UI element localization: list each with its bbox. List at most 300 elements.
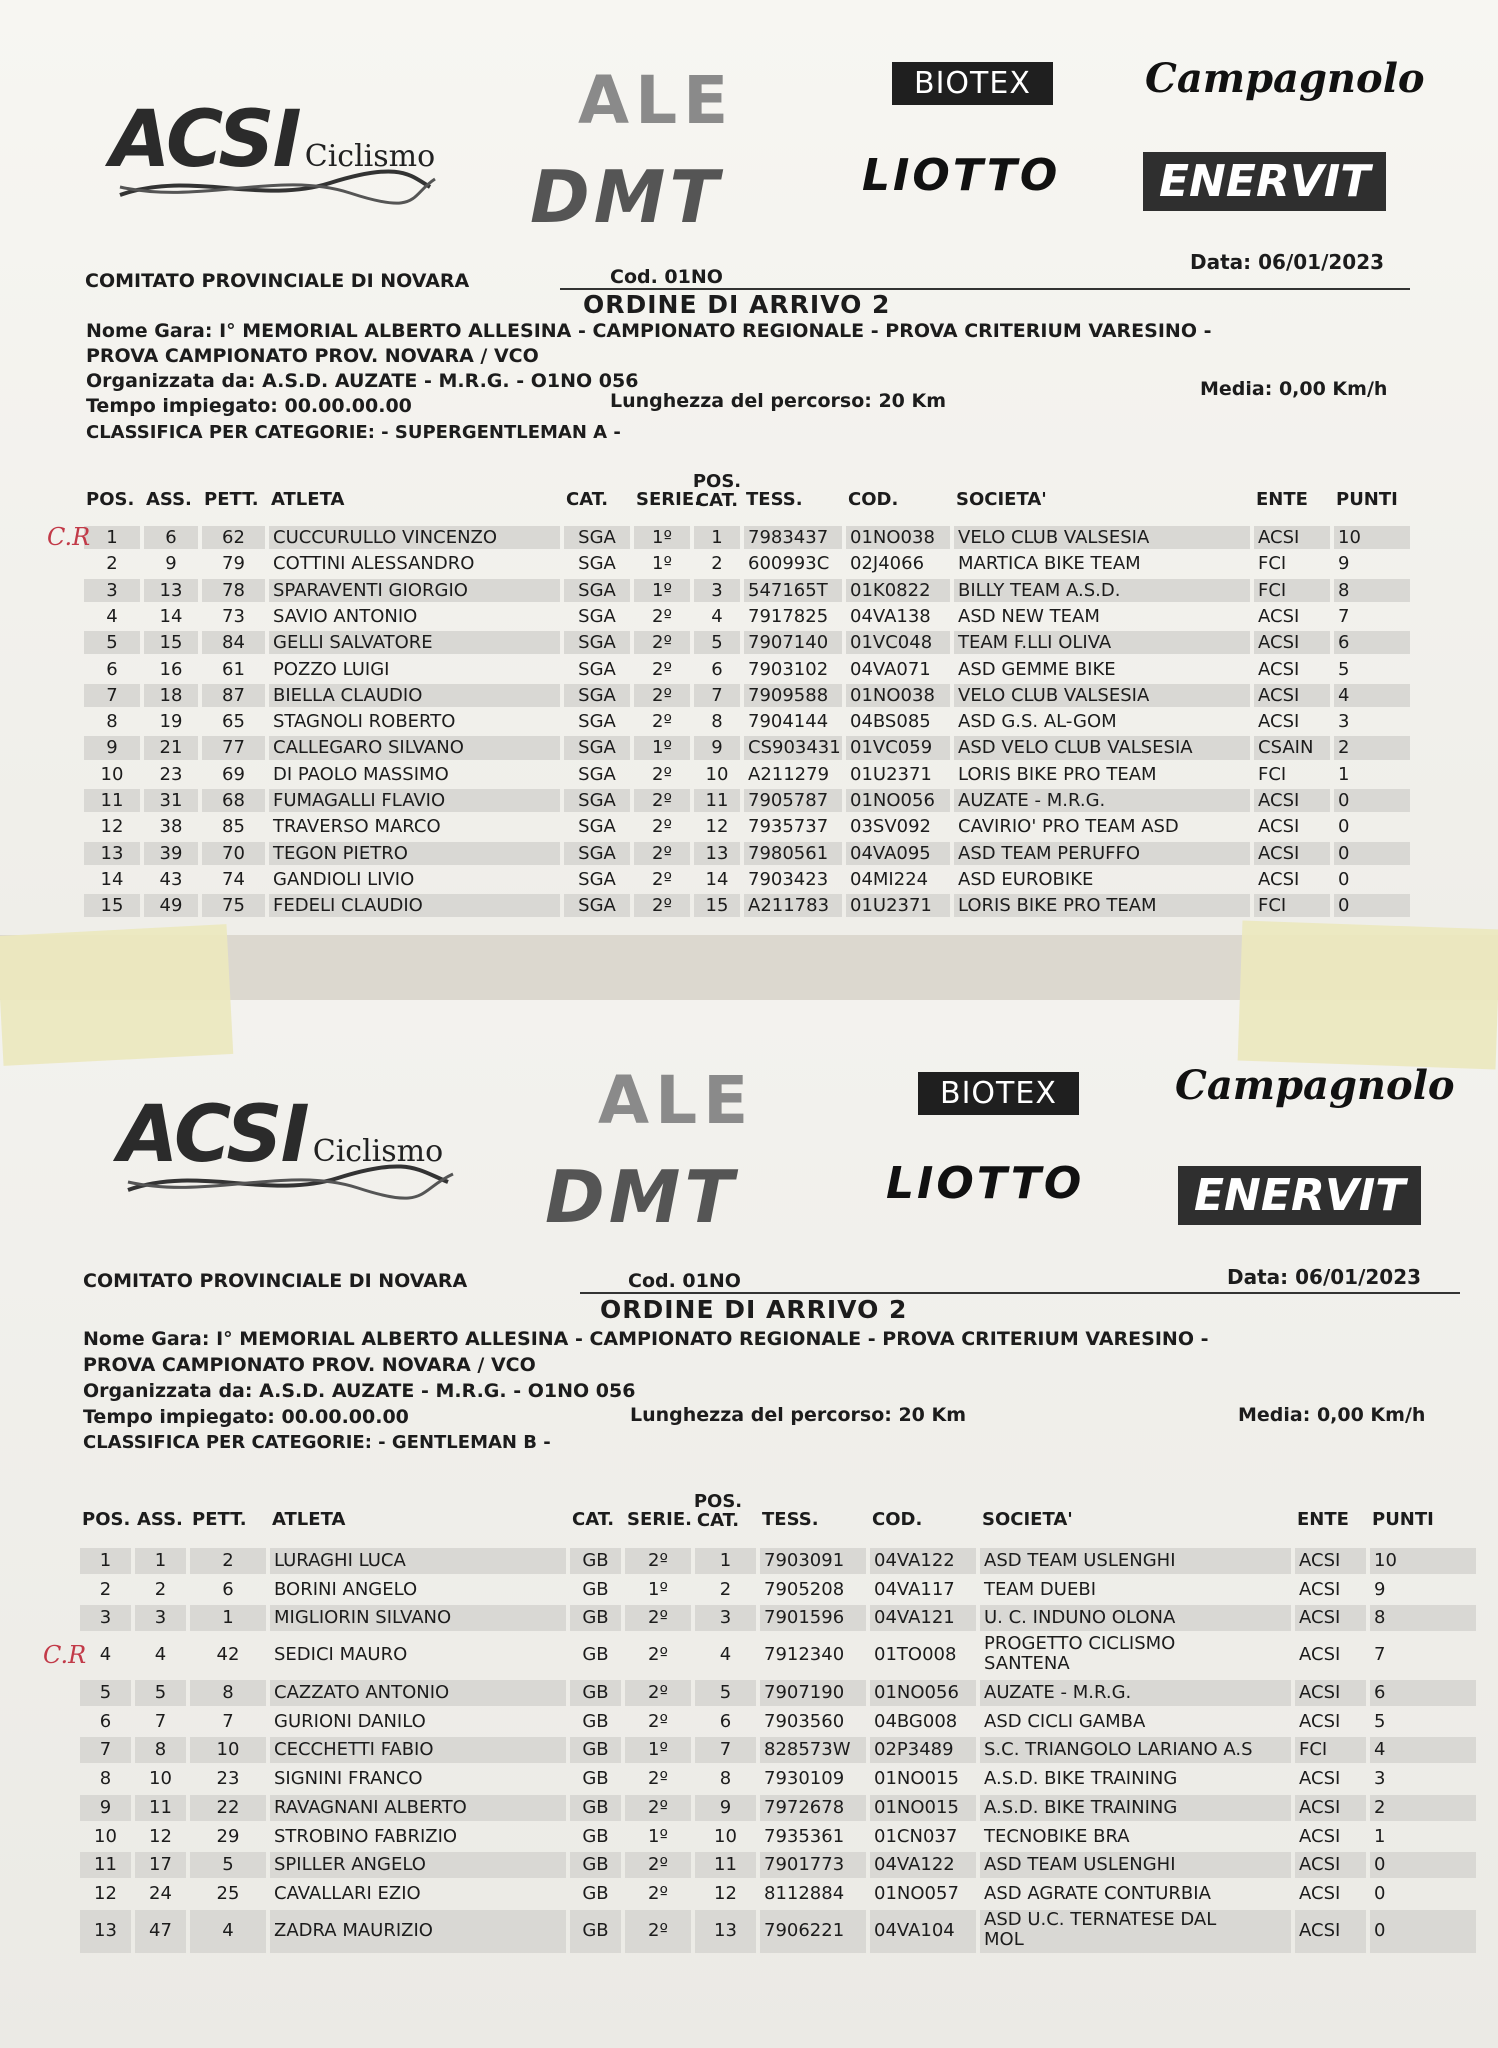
cell-category: GB [570, 1910, 621, 1953]
organizer-label: Organizzata da: A.S.D. AUZATE - M.R.G. - O1NO 056 [83, 1380, 636, 1402]
cell-organization: ACSI [1299, 1644, 1341, 1666]
organizer-label: Organizzata da: A.S.D. AUZATE - M.R.G. - O1NO 056 [86, 370, 639, 392]
cell-series: 2º [625, 1910, 691, 1953]
date-label: Data: 06/01/2023 [1227, 1265, 1422, 1289]
cell-club-code: 01U2371 [850, 763, 932, 785]
cell-points: 0 [1338, 816, 1350, 838]
cell-club-code: 01NO057 [874, 1882, 959, 1904]
cell-pett: 78 [202, 579, 265, 602]
cell-pett: 75 [202, 894, 265, 917]
cell-series: 2º [648, 1644, 668, 1666]
cell-pos-cat: 11 [695, 1852, 756, 1878]
table-row [82, 763, 1412, 789]
cell-pos-cat: 13 [694, 842, 740, 865]
cell-pos: 3 [84, 579, 140, 602]
acsi-wordmark: ACSI [110, 95, 300, 185]
table-row [78, 1824, 1478, 1853]
cell-organization: ACSI [1295, 1680, 1366, 1706]
column-header-club-code: COD. [872, 1509, 923, 1530]
column-header-athlete: ATLETA [271, 489, 345, 510]
cell-series: 1º [625, 1737, 691, 1763]
cell-pos: 12 [94, 1882, 117, 1904]
cell-category: SGA [578, 605, 616, 627]
cell-series: 2º [652, 868, 672, 890]
cell-series: 2º [652, 605, 672, 627]
column-header-category: CAT. [572, 1509, 615, 1530]
cell-athlete: FEDELI CLAUDIO [269, 894, 560, 917]
cell-series: 1º [648, 1578, 668, 1600]
column-header-points: PUNTI [1372, 1509, 1434, 1530]
acsi-logo [110, 95, 435, 185]
column-header-pett: PETT. [204, 489, 259, 510]
table-row [78, 1910, 1478, 1956]
table-row [82, 526, 1412, 552]
cell-series: 2º [652, 711, 672, 733]
enervit-logo: ENERVIT [1178, 1166, 1421, 1225]
table-row [82, 579, 1412, 605]
cell-points: 0 [1338, 868, 1350, 890]
cell-club-code: 02P3489 [870, 1737, 976, 1763]
cell-organization: FCI [1295, 1737, 1366, 1763]
table-row [82, 894, 1412, 920]
cell-pett: 42 [216, 1644, 240, 1666]
cell-ass: 10 [149, 1768, 172, 1790]
cell-athlete: LURAGHI LUCA [270, 1548, 566, 1574]
table-row [82, 815, 1412, 841]
cell-athlete: GURIONI DANILO [274, 1710, 426, 1732]
cell-organization: ACSI [1299, 1825, 1341, 1847]
cell-points: 4 [1370, 1737, 1476, 1763]
cell-series: 2º [625, 1548, 691, 1574]
table-row [82, 605, 1412, 631]
cell-club: ASD VELO CLUB VALSESIA [954, 736, 1250, 759]
cell-category: GB [570, 1680, 621, 1706]
liotto-logo: LIOTTO [886, 1158, 1085, 1209]
acsi-wordmark: ACSI [118, 1090, 308, 1180]
cell-category: SGA [564, 579, 630, 602]
acsi-subtitle: Ciclismo [304, 139, 436, 174]
cell-athlete: FUMAGALLI FLAVIO [269, 789, 560, 812]
cell-license: CS903431 [744, 736, 842, 759]
cell-ass: 47 [135, 1910, 186, 1953]
cell-ass: 24 [149, 1882, 172, 1904]
page-title: ORDINE DI ARRIVO 2 [600, 1295, 908, 1324]
results-table [43, 1491, 1480, 2000]
cell-organization: FCI [1258, 763, 1287, 785]
cell-pos-cat: 5 [694, 631, 740, 654]
results-sheet-supergentleman-a [0, 0, 1498, 935]
cell-club: ASD TEAM USLENGHI [980, 1548, 1291, 1574]
cell-athlete: POZZO LUIGI [273, 658, 390, 680]
cell-points: 9 [1374, 1578, 1386, 1600]
cell-points: 0 [1334, 894, 1410, 917]
cell-organization: ACSI [1258, 605, 1300, 627]
column-header-pos-cat: POS. CAT. [692, 471, 742, 511]
cell-pett: 7 [222, 1710, 234, 1732]
cell-athlete: CALLEGARO SILVANO [269, 736, 560, 759]
cell-athlete: GELLI SALVATORE [269, 631, 560, 654]
table-row [78, 1634, 1478, 1680]
cell-license: 8112884 [764, 1882, 845, 1904]
cell-points: 10 [1370, 1548, 1476, 1574]
cell-organization: ACSI [1258, 868, 1300, 890]
cell-series: 2º [652, 816, 672, 838]
column-header-pos: POS. [86, 489, 135, 510]
cell-pos-cat: 14 [705, 868, 729, 890]
cell-pett: 10 [190, 1737, 266, 1763]
cell-ass: 49 [144, 894, 198, 917]
cell-club-code: 01VC059 [846, 736, 950, 759]
cell-license: 7935737 [748, 816, 829, 838]
cell-license: 7980561 [744, 842, 842, 865]
cell-license: 7903423 [748, 868, 829, 890]
cell-license: 7909588 [744, 684, 842, 707]
cell-points: 6 [1370, 1680, 1476, 1706]
cell-club: A.S.D. BIKE TRAINING [984, 1768, 1178, 1790]
masking-tape [1238, 921, 1498, 1070]
cell-club: S.C. TRIANGOLO LARIANO A.S [980, 1737, 1291, 1763]
cell-category: SGA [578, 553, 616, 575]
cell-ass: 12 [149, 1825, 172, 1847]
cell-club-code: 04VA138 [850, 605, 931, 627]
cell-athlete: COTTINI ALESSANDRO [273, 553, 475, 575]
cell-license: 7903091 [760, 1548, 866, 1574]
cell-organization: CSAIN [1254, 736, 1330, 759]
column-header-ass: ASS. [146, 489, 192, 510]
table-row [82, 658, 1412, 684]
table-row [82, 552, 1412, 578]
cell-club-code: 01NO056 [870, 1680, 976, 1706]
cell-pos: 11 [84, 789, 140, 812]
cell-pett: 8 [190, 1680, 266, 1706]
cell-athlete: TEGON PIETRO [269, 842, 560, 865]
date-label: Data: 06/01/2023 [1190, 250, 1385, 274]
cell-pett: 85 [222, 816, 245, 838]
cell-license: A211279 [748, 763, 830, 785]
cell-category: GB [582, 1882, 609, 1904]
cell-athlete: CAZZATO ANTONIO [270, 1680, 566, 1706]
cell-category: GB [582, 1825, 609, 1847]
cell-license: 7901596 [760, 1605, 866, 1631]
cell-points: 1 [1374, 1825, 1386, 1847]
cell-pos-cat: 8 [719, 1768, 732, 1790]
cell-club-code: 01U2371 [846, 894, 950, 917]
cell-club-code: 01NO015 [874, 1768, 959, 1790]
cell-points: 8 [1370, 1605, 1476, 1631]
cell-category: GB [570, 1737, 621, 1763]
cell-license: 7935361 [764, 1825, 845, 1847]
table-row [78, 1709, 1478, 1738]
club-name-line: MOL [984, 1928, 1024, 1950]
length-label: Lunghezza del percorso: 20 Km [630, 1404, 967, 1426]
cell-organization: FCI [1258, 553, 1287, 575]
cell-athlete: BIELLA CLAUDIO [269, 684, 560, 707]
table-row [82, 736, 1412, 762]
cell-pos-cat: 9 [694, 736, 740, 759]
campagnolo-logo: Campagnolo [1175, 1062, 1455, 1109]
cell-club: TECNOBIKE BRA [984, 1825, 1130, 1847]
cell-pos-cat: 8 [711, 711, 723, 733]
cell-club: ASD TEAM PERUFFO [954, 842, 1250, 865]
cell-organization: ACSI [1254, 842, 1330, 865]
cell-category: GB [582, 1644, 609, 1666]
cell-club-code: 01CN037 [874, 1825, 958, 1847]
cell-points: 3 [1374, 1768, 1386, 1790]
cell-pos-cat: 12 [714, 1882, 737, 1904]
cell-ass: 2 [154, 1578, 167, 1600]
cell-organization: ACSI [1299, 1882, 1341, 1904]
cell-pett: 65 [222, 711, 245, 733]
cell-club: TEAM F.LLI OLIVA [954, 631, 1250, 654]
table-row [82, 684, 1412, 710]
cell-series: 1º [634, 579, 690, 602]
cell-ass: 13 [144, 579, 198, 602]
cell-club [980, 1634, 1291, 1677]
cell-series: 2º [634, 842, 690, 865]
cell-organization: ACSI [1299, 1768, 1341, 1790]
cell-pos-cat: 4 [711, 605, 723, 627]
table-row [78, 1881, 1478, 1910]
cell-series: 2º [625, 1680, 691, 1706]
cell-pett: 23 [216, 1768, 240, 1790]
cell-category: SGA [564, 842, 630, 865]
cell-club: VELO CLUB VALSESIA [954, 684, 1250, 707]
cell-pett: 73 [222, 605, 245, 627]
column-header-series: SERIE. [636, 489, 701, 510]
cell-ass: 1 [135, 1548, 186, 1574]
cell-club-code: 04BG008 [874, 1710, 958, 1732]
cell-club-code: 01NO038 [846, 684, 950, 707]
column-header-club: SOCIETA' [982, 1509, 1073, 1530]
cell-club-code: 04VA071 [850, 658, 931, 680]
column-header-points: PUNTI [1336, 489, 1398, 510]
cell-ass: 31 [144, 789, 198, 812]
table-row [78, 1795, 1478, 1824]
cell-points: 2 [1334, 736, 1410, 759]
cell-points: 8 [1334, 579, 1410, 602]
time-label: Tempo impiegato: 00.00.00.00 [83, 1406, 409, 1428]
cell-pos-cat: 5 [695, 1680, 756, 1706]
race-name-cont: PROVA CAMPIONATO PROV. NOVARA / VCO [83, 1354, 536, 1376]
cell-pett: 29 [216, 1825, 240, 1847]
cell-club-code: 01K0822 [846, 579, 950, 602]
cell-category: SGA [564, 526, 630, 549]
cell-organization: ACSI [1295, 1852, 1366, 1878]
cell-pett: 62 [202, 526, 265, 549]
cell-series: 2º [634, 894, 690, 917]
length-label: Lunghezza del percorso: 20 Km [610, 390, 947, 412]
cell-category: GB [570, 1795, 621, 1821]
cell-license: 7903102 [748, 658, 829, 680]
cell-pett: 68 [202, 789, 265, 812]
biotex-logo: BIOTEX [918, 1072, 1079, 1115]
cell-pos-cat: 10 [705, 763, 729, 785]
cell-pos: 13 [84, 842, 140, 865]
cell-athlete: RAVAGNANI ALBERTO [270, 1795, 566, 1821]
cell-series: 2º [634, 631, 690, 654]
cell-athlete: MIGLIORIN SILVANO [270, 1605, 566, 1631]
cell-pos: 10 [94, 1825, 117, 1847]
cell-organization: FCI [1254, 579, 1330, 602]
cell-pos: 7 [80, 1737, 131, 1763]
cell-points: 9 [1338, 553, 1350, 575]
cell-club: ASD GEMME BIKE [958, 658, 1116, 680]
biotex-logo: BIOTEX [892, 62, 1053, 105]
table-row [82, 842, 1412, 868]
cell-pos: 13 [80, 1910, 131, 1953]
cell-ass: 39 [144, 842, 198, 865]
cell-pos-cat: 7 [695, 1737, 756, 1763]
cell-category: GB [582, 1710, 609, 1732]
cell-ass: 9 [165, 553, 177, 575]
cell-pos: 1 [80, 1548, 131, 1574]
cell-points: 0 [1370, 1852, 1476, 1878]
cell-club: ASD CICLI GAMBA [984, 1710, 1146, 1732]
cell-club: ASD AGRATE CONTURBIA [984, 1882, 1211, 1904]
table-row [78, 1548, 1478, 1577]
cell-ass: 11 [135, 1795, 186, 1821]
cell-ass: 43 [159, 868, 183, 890]
cell-pett: 25 [216, 1882, 240, 1904]
cell-organization: ACSI [1295, 1910, 1366, 1953]
average-speed-label: Media: 0,00 Km/h [1238, 1404, 1426, 1426]
average-speed-label: Media: 0,00 Km/h [1200, 378, 1388, 400]
cell-license: 828573W [760, 1737, 866, 1763]
cell-club: TEAM DUEBI [984, 1578, 1096, 1600]
cell-club-code: 01NO038 [846, 526, 950, 549]
column-header-pett: PETT. [192, 1509, 247, 1530]
cell-license: A211783 [744, 894, 842, 917]
cell-club-code: 04VA122 [870, 1548, 976, 1574]
cell-pett: 2 [190, 1548, 266, 1574]
cell-ass: 14 [159, 605, 183, 627]
cell-series: 2º [652, 763, 672, 785]
acsi-swoosh-icon [118, 1160, 458, 1200]
cell-pett: 5 [190, 1852, 266, 1878]
cell-category: GB [570, 1852, 621, 1878]
cell-pett: 4 [190, 1910, 266, 1953]
column-header-organization: ENTE [1297, 1509, 1349, 1530]
cell-pos-cat: 9 [695, 1795, 756, 1821]
cell-category: SGA [578, 763, 616, 785]
cell-license: 600993C [748, 553, 830, 575]
cell-points: 5 [1374, 1710, 1386, 1732]
cell-series: 1º [634, 736, 690, 759]
cell-category: GB [570, 1605, 621, 1631]
cell-pos: 8 [99, 1768, 112, 1790]
cell-points: 0 [1334, 789, 1410, 812]
cell-athlete: STAGNOLI ROBERTO [273, 711, 456, 733]
cell-ass: 38 [159, 816, 183, 838]
cell-club: LORIS BIKE PRO TEAM [954, 894, 1250, 917]
committee-label: COMITATO PROVINCIALE DI NOVARA [83, 1270, 468, 1292]
club-name-line: SANTENA [984, 1653, 1070, 1675]
cell-pos-cat: 4 [719, 1644, 732, 1666]
table-row [82, 710, 1412, 736]
results-table [47, 471, 1417, 930]
cell-pos-cat: 2 [719, 1578, 732, 1600]
cell-athlete: TRAVERSO MARCO [273, 816, 441, 838]
cell-organization: ACSI [1254, 684, 1330, 707]
cell-pos: 5 [84, 631, 140, 654]
cell-pett: 69 [222, 763, 245, 785]
cell-license: 7917825 [748, 605, 829, 627]
cell-organization: ACSI [1299, 1578, 1341, 1600]
column-header-license: TESS. [762, 1509, 819, 1530]
column-header-pos-cat: POS. CAT. [693, 1491, 743, 1531]
cell-category: SGA [578, 711, 616, 733]
cell-organization: ACSI [1295, 1795, 1366, 1821]
cell-category: SGA [564, 894, 630, 917]
column-header-organization: ENTE [1256, 489, 1308, 510]
cell-pett: 6 [222, 1578, 234, 1600]
cell-club-code: 04MI224 [850, 868, 929, 890]
cell-athlete: SPARAVENTI GIORGIO [269, 579, 560, 602]
cell-club: AUZATE - M.R.G. [954, 789, 1250, 812]
cell-pos: 4 [106, 605, 118, 627]
cell-license: 7906221 [760, 1910, 866, 1953]
race-name: Nome Gara: I° MEMORIAL ALBERTO ALLESINA - CAMPIONATO REGIONALE - PROVA CRITERIUM VARESINO - [83, 1328, 1209, 1350]
cell-pett: 79 [222, 553, 245, 575]
cell-points: 0 [1374, 1882, 1386, 1904]
cell-category: GB [582, 1768, 609, 1790]
cell-club-code: 04VA122 [870, 1852, 976, 1878]
cell-category: SGA [578, 868, 616, 890]
cell-ass: 18 [144, 684, 198, 707]
cell-pos: 9 [80, 1795, 131, 1821]
cell-pos-cat: 15 [694, 894, 740, 917]
cell-series: 1º [634, 526, 690, 549]
cell-organization: ACSI [1258, 658, 1300, 680]
cell-club: VELO CLUB VALSESIA [954, 526, 1250, 549]
cell-pos-cat: 3 [695, 1605, 756, 1631]
cell-pos-cat: 12 [705, 816, 729, 838]
cell-pett: 74 [222, 868, 245, 890]
cell-pett: 1 [190, 1605, 266, 1631]
cell-organization: ACSI [1258, 711, 1300, 733]
cell-points: 5 [1338, 658, 1350, 680]
club-name-line: ASD U.C. TERNATESE DAL [984, 1909, 1217, 1930]
cell-points: 1 [1338, 763, 1350, 785]
cell-organization: ACSI [1299, 1710, 1341, 1732]
cell-pett: 77 [202, 736, 265, 759]
cell-club-code: 04VA095 [846, 842, 950, 865]
cell-club: ASD EUROBIKE [958, 868, 1094, 890]
handwritten-note: C.R [43, 1641, 87, 1670]
cell-series: 2º [634, 684, 690, 707]
cell-pett: 70 [202, 842, 265, 865]
acsi-swoosh-icon [110, 165, 440, 205]
cell-club [980, 1910, 1291, 1953]
cell-category: SGA [564, 684, 630, 707]
cell-ass: 6 [144, 526, 198, 549]
cell-club-code: 04VA121 [870, 1605, 976, 1631]
cell-pos: 14 [100, 868, 124, 890]
cell-ass: 5 [135, 1680, 186, 1706]
cell-license: 7905787 [744, 789, 842, 812]
club-name-line: PROGETTO CICLISMO [984, 1634, 1176, 1655]
cell-series: 2º [625, 1605, 691, 1631]
table-row [82, 868, 1412, 894]
cell-athlete: SEDICI MAURO [274, 1644, 408, 1666]
cell-pos: 4 [99, 1644, 112, 1666]
cell-pos: 2 [99, 1578, 112, 1600]
code-label: Cod. 01NO [628, 1270, 741, 1292]
cell-club-code: 04VA117 [874, 1578, 955, 1600]
cell-license: 7907140 [744, 631, 842, 654]
cell-ass: 4 [154, 1644, 167, 1666]
cell-club-code: 01VC048 [846, 631, 950, 654]
